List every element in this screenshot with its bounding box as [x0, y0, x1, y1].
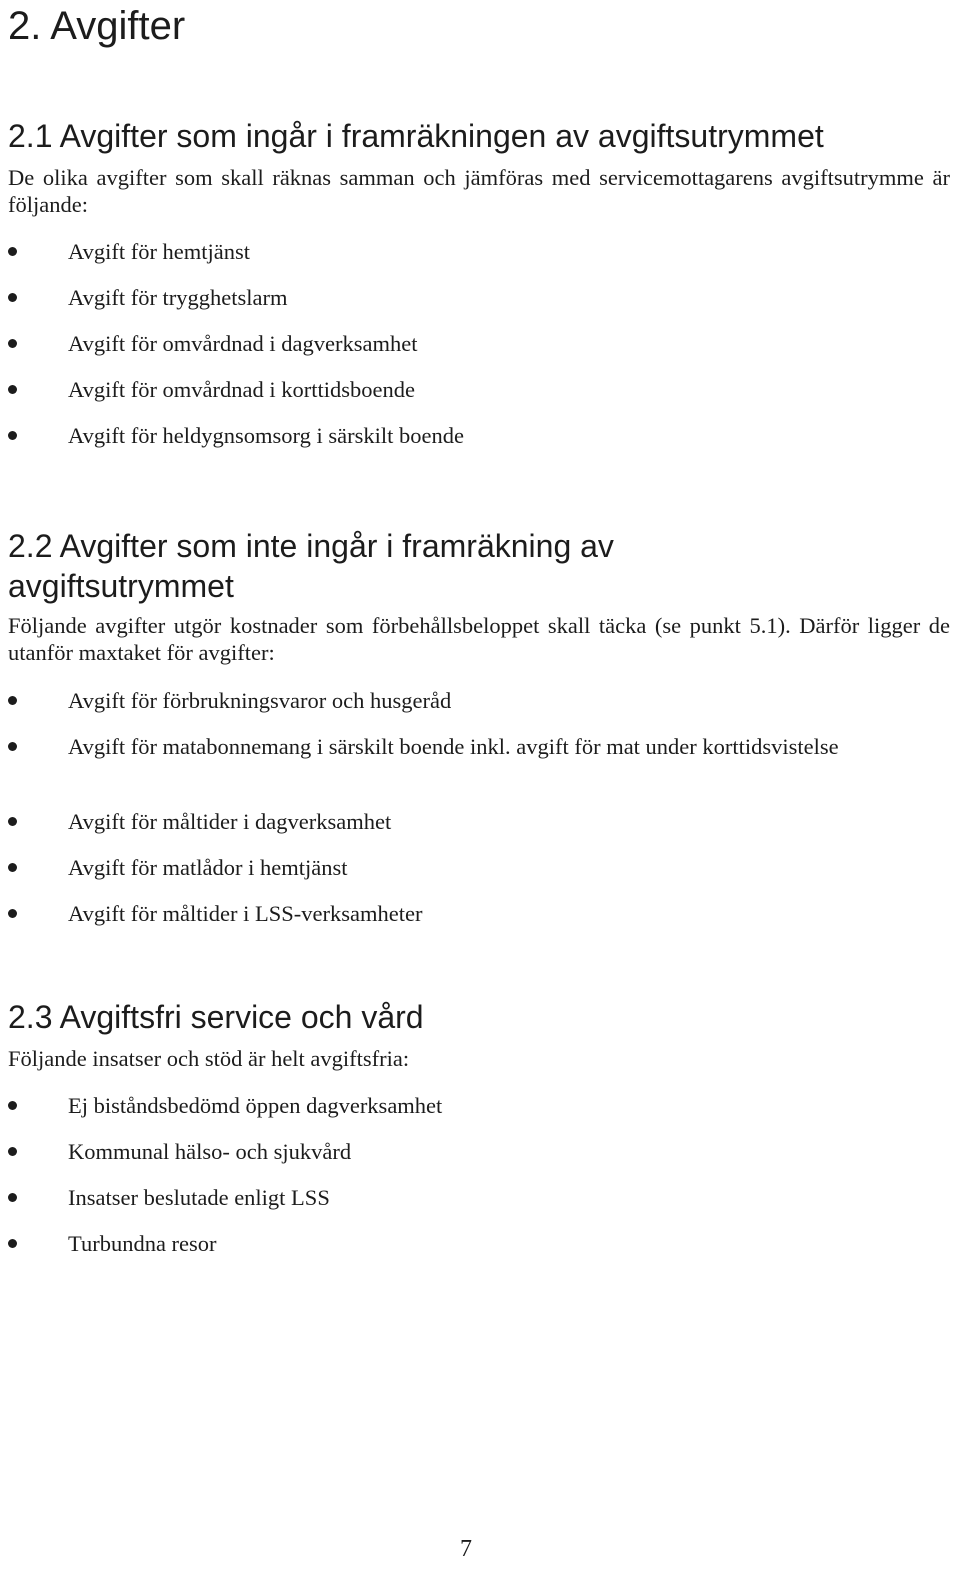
list-item [8, 330, 950, 357]
list-item-text: Avgift för trygghetslarm [68, 285, 288, 310]
bullet-icon [8, 247, 17, 256]
bullet-icon [8, 339, 17, 348]
list-item-text: Avgift för omvårdnad i korttidsboende [68, 377, 416, 402]
list-item-text: Avgift för matlådor i hemtjänst [68, 855, 348, 880]
bullet-icon [8, 696, 17, 705]
section-2-2-intro: Följande avgifter utgör kostnader som förbehållsbeloppet skall täcka (se punkt 5.1). Därför ligger de utanför maxtaket för avgifter: [8, 613, 950, 665]
list-item [8, 1138, 950, 1165]
list-item-text: Avgift för matabonnemang i särskilt boende inkl. avgift för mat under korttidsvistelse [68, 734, 839, 759]
bullet-icon [8, 1239, 17, 1248]
list-item [8, 1184, 950, 1211]
section-2-3-intro: Följande insatser och stöd är helt avgiftsfria: [8, 1046, 410, 1071]
bullet-icon [8, 293, 17, 302]
list-item-text: Avgift för måltider i LSS-verksamheter [68, 901, 423, 926]
page-title: 2. Avgifter [8, 4, 186, 48]
list-item [8, 238, 950, 265]
section-heading-2-3: 2.3 Avgiftsfri service och vård [8, 999, 424, 1035]
list-item [8, 422, 950, 449]
bullet-icon [8, 817, 17, 826]
section-heading-2-2: 2.2 Avgifter som inte ingår i framräkning av avgiftsutrymmet [8, 528, 614, 604]
list-item-text: Insatser beslutade enligt LSS [68, 1185, 330, 1210]
bullet-icon [8, 1193, 17, 1202]
list-item [8, 284, 950, 311]
list-item [8, 1230, 950, 1257]
bullet-icon [8, 909, 17, 918]
list-item-text: Avgift för hemtjänst [68, 239, 251, 264]
bullet-icon [8, 1147, 17, 1156]
list-item [8, 733, 950, 760]
list-item [8, 376, 950, 403]
list-item [8, 854, 950, 881]
bullet-icon [8, 742, 17, 751]
list-item-text: Avgift för heldygnsomsorg i särskilt boende [68, 423, 464, 448]
list-item [8, 1092, 950, 1119]
bullet-icon [8, 863, 17, 872]
list-item-text: Avgift för måltider i dagverksamhet [68, 809, 392, 834]
section-2-1-intro: De olika avgifter som skall räknas samman och jämföras med servicemottagarens avgiftsutrymme är följande: [8, 165, 950, 217]
bullet-icon [8, 1101, 17, 1110]
list-item-text: Avgift för omvårdnad i dagverksamhet [68, 331, 418, 356]
list-item-text: Turbundna resor [68, 1231, 217, 1256]
list-item-text: Kommunal hälso- och sjukvård [68, 1139, 352, 1164]
section-heading-2-1: 2.1 Avgifter som ingår i framräkningen av avgiftsutrymmet [8, 118, 824, 154]
list-item [8, 687, 950, 714]
bullet-icon [8, 385, 17, 394]
list-item [8, 900, 950, 927]
list-item [8, 808, 950, 835]
bullet-icon [8, 431, 17, 440]
page-number: 7 [460, 1536, 472, 1562]
list-item-text: Ej biståndsbedömd öppen dagverksamhet [68, 1093, 443, 1118]
list-item-text: Avgift för förbrukningsvaror och husgeråd [68, 688, 452, 713]
